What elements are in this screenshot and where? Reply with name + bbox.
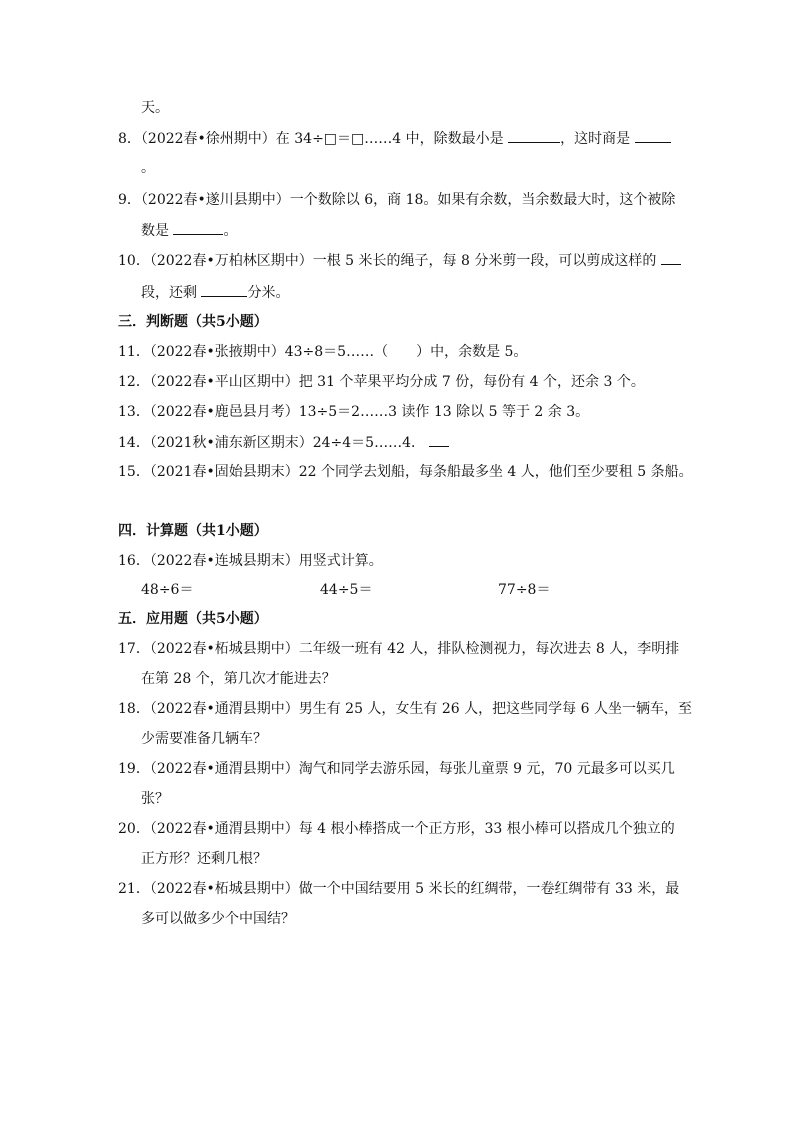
question-10 [118,250,681,271]
question-10-line-2 [141,282,289,303]
question-text: （2022春•平山区期中）把 31 个苹果平均分成 7 份，每份有 4 个，还余 3 个。 [149,374,645,390]
calc-item: 44÷5＝ [320,582,373,598]
question-20-line-2: 正方形？还剩几根？ [141,851,267,867]
question-number: 16． [118,553,150,569]
question-17 [118,639,679,659]
question-18-line-2: 少需要准备几辆车？ [141,731,267,747]
question-number: 11． [118,344,150,360]
question-text: （2022春•徐州期中）在 34÷□＝□……4 中，除数最小是 [140,131,504,147]
answer-blank[interactable] [635,128,671,143]
question-9-line-2 [141,220,237,241]
question-14 [118,432,449,453]
question-text: 段，还剩 [141,285,197,301]
question-text: 数是 [141,223,169,239]
question-number: 9． [118,192,141,208]
question-text: （2022春•柘城县期中）二年级一班有 42 人，排队检测视力，每次进去 8 人，李明排 [149,641,680,657]
question-number: 17． [118,641,150,657]
question-text: （2022春•柘城县期中）做一个中国结要用 5 米长的红绸带，一卷红绸带有 33 米，最 [149,881,680,897]
question-number: 15． [118,464,150,480]
question-18 [118,699,692,719]
question-12 [118,372,645,392]
question-text: （2022春•万柏林区期中）一根 5 米长的绳子，每 8 分米剪一段，可以剪成这样的 [149,253,657,269]
calc-item: 48÷6＝ [141,582,194,598]
question-text: （2022春•通渭县期中）淘气和同学去游乐园，每张儿童票 9 元，70 元最多可以买几 [149,761,675,777]
answer-blank[interactable] [201,282,247,297]
question-number: 12． [118,374,150,390]
question-text: （2022春•遂川县期中）一个数除以 6，商 18。如果有余数，当余数最大时，这个被除 [140,192,676,208]
question-19-line-2: 张？ [141,791,169,807]
question-21-line-2: 多可以做多少个中国结？ [141,911,295,927]
question-number: 14． [118,435,150,451]
question-text: （2021秋•浦东新区期末）24÷4＝5……4． [149,435,425,451]
section-heading-application: 五．应用题（共5小题） [118,611,268,627]
section-heading-calculation: 四．计算题（共1小题） [118,523,268,539]
question-8-end: 。 [141,160,155,176]
question-20 [118,819,675,839]
question-text: （2021春•固始县期末）22 个同学去划船，每条船最多坐 4 人，他们至少要租 5 条船。 [149,464,693,480]
question-text: 分米。 [247,285,290,301]
question-19 [118,759,675,779]
question-number: 8． [118,131,141,147]
question-text: （2022春•通渭县期中）每 4 根小棒搭成一个正方形，33 根小棒可以搭成几个独立的 [149,821,675,837]
question-16 [118,551,383,571]
question-8 [118,128,671,149]
question-text: ，这时商是 [560,131,631,147]
question-13 [118,402,589,422]
question-text: （2022春•鹿邑县月考）13÷5＝2……3 读作 13 除以 5 等于 2 余 3。 [149,404,590,420]
question-number: 21． [118,881,150,897]
question-number: 20． [118,821,150,837]
section-heading-judgement: 三．判断题（共5小题） [118,314,268,330]
question-number: 10． [118,253,150,269]
question-17-line-2: 在第 28 个，第几次才能进去？ [141,671,336,687]
answer-blank[interactable] [661,250,681,265]
question-text: （2022春•通渭县期中）男生有 25 人，女生有 26 人，把这些同学每 6 人坐一辆车，至 [149,701,692,717]
question-11 [118,342,527,362]
answer-blank[interactable] [173,220,223,235]
question-number: 19． [118,761,150,777]
answer-blank[interactable] [429,432,449,447]
question-15 [118,462,693,482]
calc-item: 77÷8＝ [498,582,551,598]
question-number: 13． [118,404,150,420]
question-text: （2022春•连城县期末）用竖式计算。 [149,553,383,569]
question-text: （2022春•张掖期中）43÷8＝5……（ ）中，余数是 5。 [149,344,528,360]
question-21 [118,879,679,899]
question-7-continuation: 天。 [141,100,169,116]
question-text: 。 [223,223,238,239]
answer-blank[interactable] [508,128,560,143]
question-number: 18． [118,701,150,717]
question-9 [118,190,675,210]
